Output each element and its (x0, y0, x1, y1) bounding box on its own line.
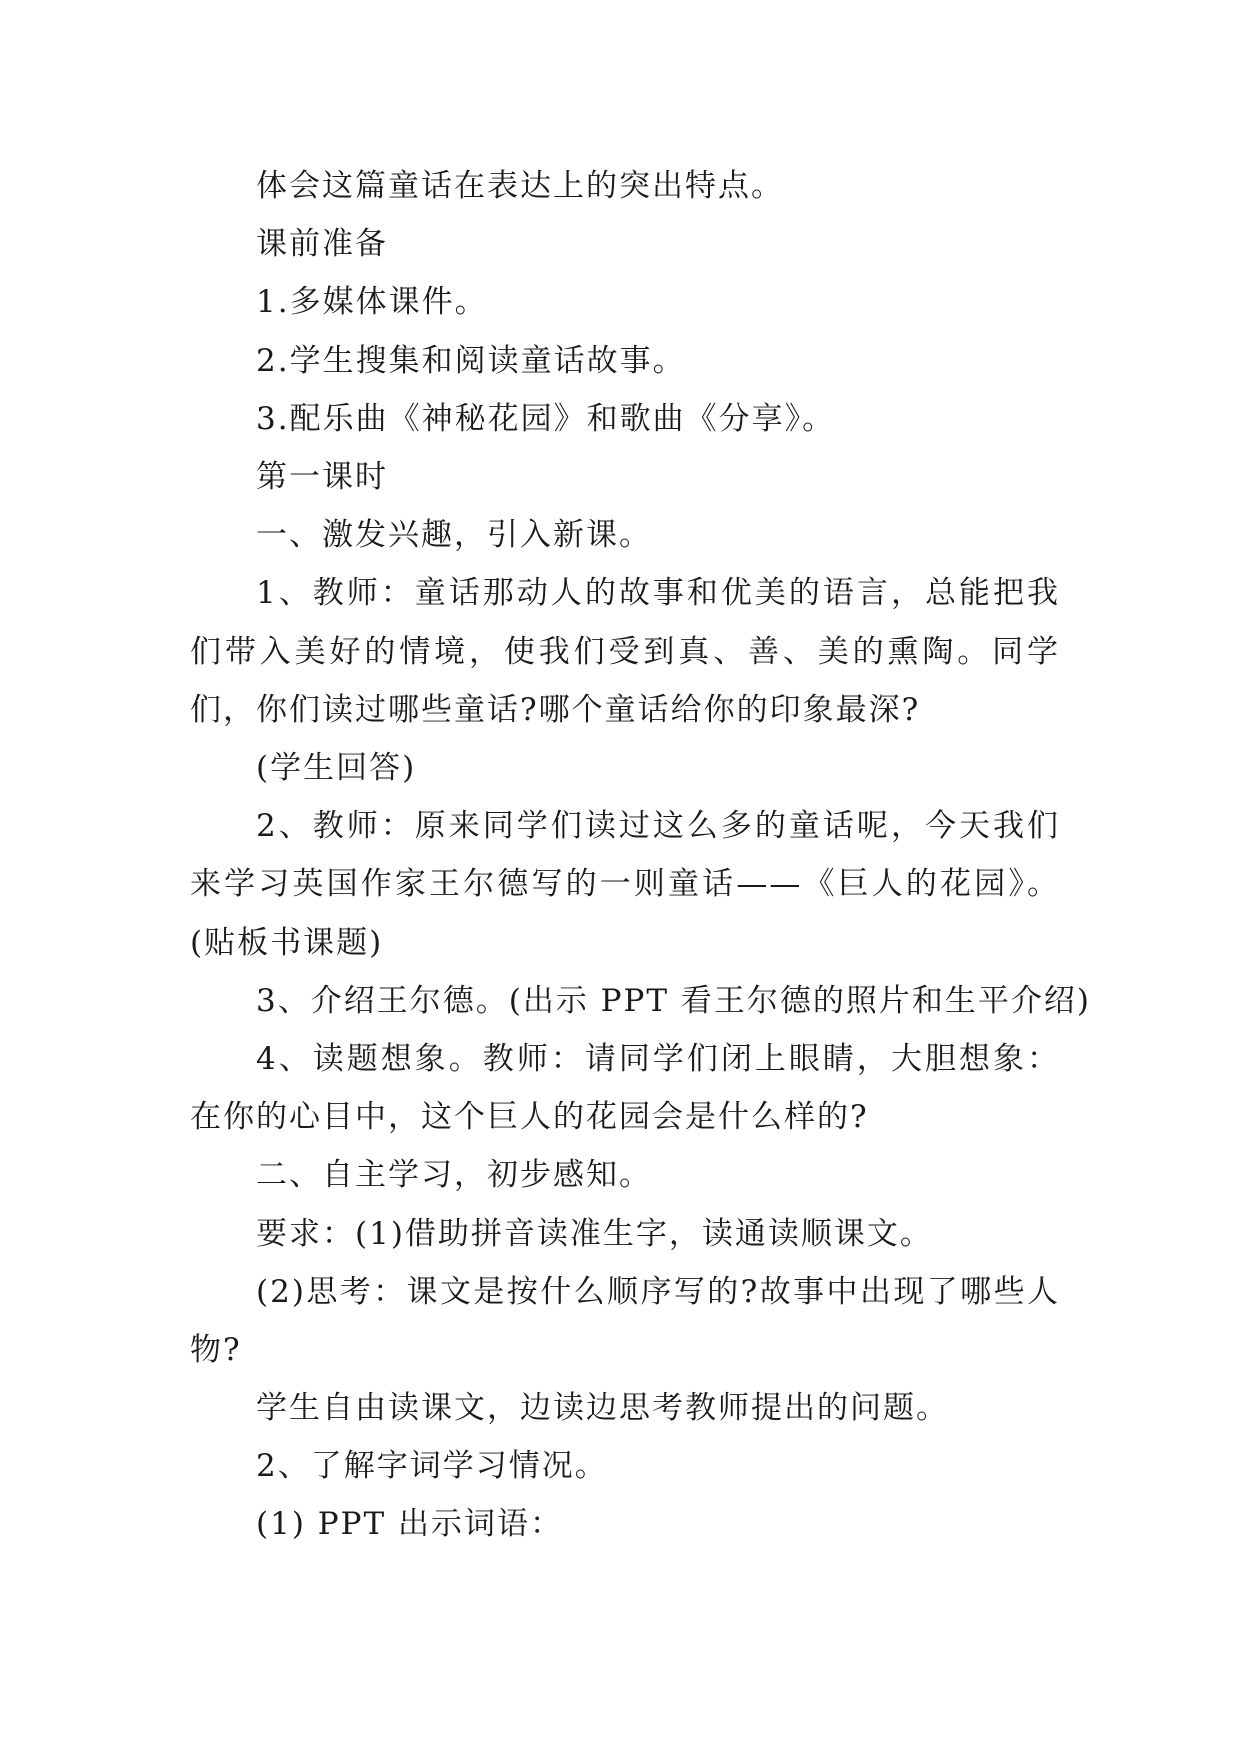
paragraph-requirement-1: 要求：(1)借助拼音读准生字，读通读顺课文。 (256, 1215, 933, 1252)
paragraph-student-answer: (学生回答) (256, 749, 417, 786)
section-heading-1: 一、激发兴趣，引入新课。 (256, 517, 652, 554)
prep-item-3: 3.配乐曲《神秘花园》和歌曲《分享》。 (256, 400, 836, 437)
paragraph-teacher-topic: 2、教师：原来同学们读过这么多的童话呢，今天我们来学习英国作家王尔德写的一则童话——《巨人的花园》。(贴板书课题) (190, 808, 1060, 961)
heading-preparation: 课前准备 (256, 226, 388, 263)
paragraph-teacher-intro: 1、教师：童话那动人的故事和优美的语言，总能把我们带入美好的情境，使我们受到真、善、美的熏陶。同学们，你们读过哪些童话?哪个童话给你的印象最深? (190, 575, 1060, 728)
prep-item-1: 1.多媒体课件。 (256, 284, 488, 321)
paragraph-ppt-words: (1) PPT 出示词语： (256, 1506, 564, 1543)
heading-first-lesson: 第一课时 (256, 458, 388, 495)
prep-item-2: 2.学生搜集和阅读童话故事。 (256, 342, 686, 379)
paragraph-vocabulary-check: 2、了解字词学习情况。 (256, 1448, 608, 1485)
document-body (190, 157, 1092, 1554)
paragraph-goal-line: 体会这篇童话在表达上的突出特点。 (256, 168, 784, 204)
paragraph-introduce-author: 3、介绍王尔德。(出示 PPT 看王尔德的照片和生平介绍) (256, 982, 1092, 1019)
paragraph-requirement-2: (2)思考：课文是按什么顺序写的?故事中出现了哪些人物? (190, 1273, 1060, 1368)
paragraph-free-reading: 学生自由读课文，边读边思考教师提出的问题。 (256, 1390, 949, 1427)
section-heading-2: 二、自主学习，初步感知。 (256, 1157, 652, 1194)
paragraph-imagine: 4、读题想象。教师：请同学们闭上眼睛，大胆想象：在你的心目中，这个巨人的花园会是什么样的? (190, 1040, 1060, 1136)
